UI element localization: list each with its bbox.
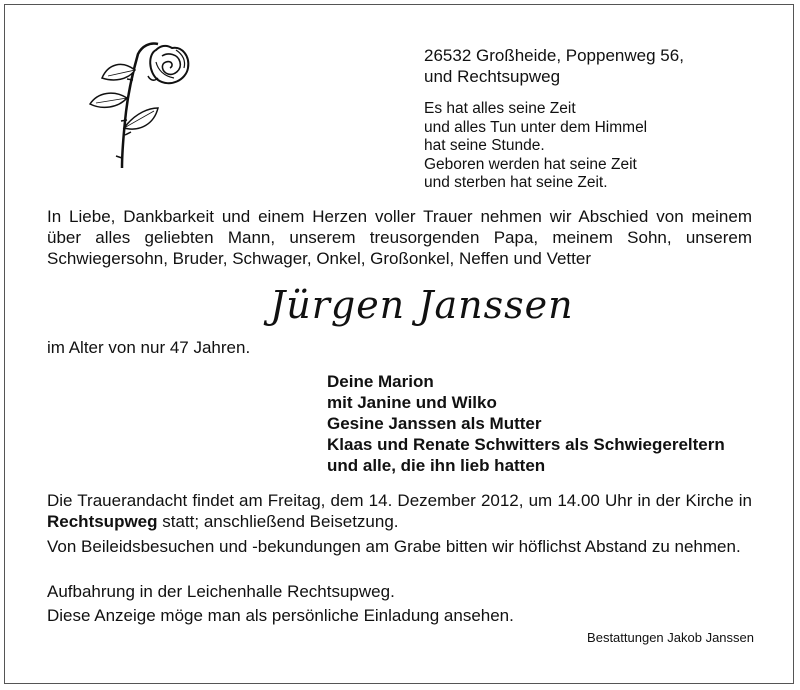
laying-out-paragraph: Aufbahrung in der Leichenhalle Rechtsupweg. xyxy=(47,582,395,601)
service-paragraph xyxy=(47,490,752,532)
rose-icon xyxy=(78,40,198,180)
service-text: statt; anschließend Beisetzung. xyxy=(157,512,399,531)
mourners-list xyxy=(327,371,725,476)
quote-line: und sterben hat seine Zeit. xyxy=(424,174,608,191)
intro-paragraph: In Liebe, Dankbarkeit und einem Herzen voller Trauer nehmen wir Abschied von meinem über alles geliebten Mann, unserem treusorgenden Papa, meinem Sohn, unserem Schwiegersohn, Bruder, Schwager, Onkel, Großonkel, Neffen und Vetter xyxy=(47,207,752,268)
mourner: Klaas und Renate Schwitters als Schwiegereltern xyxy=(327,435,725,454)
age-line: im Alter von nur 47 Jahren. xyxy=(47,338,251,357)
address xyxy=(424,45,684,87)
quote-line: und alles Tun unter dem Himmel xyxy=(424,118,648,136)
undertaker: Bestattungen Jakob Janssen xyxy=(587,630,754,645)
address-line: und Rechtsupweg xyxy=(424,67,561,86)
service-text: Die Trauerandacht findet am Freitag, dem 14. Dezember 2012, um 14.00 Uhr in der Kirche in xyxy=(47,491,752,510)
mourner: Deine Marion xyxy=(327,372,434,391)
quote xyxy=(424,100,647,193)
quote-line: Geboren werden hat seine Zeit xyxy=(424,155,637,173)
address-line: 26532 Großheide, Poppenweg 56, xyxy=(424,46,684,65)
quote-line: hat seine Stunde. xyxy=(424,137,545,154)
condolences-paragraph: Von Beileidsbesuchen und -bekundungen am Grabe bitten wir höflichst Abstand zu nehmen. xyxy=(47,537,741,556)
service-city: Rechtsupweg xyxy=(47,512,158,531)
mourner: und alle, die ihn lieb hatten xyxy=(327,456,546,475)
deceased-name: Jürgen Janssen xyxy=(270,283,574,327)
mourner: Gesine Janssen als Mutter xyxy=(327,414,542,433)
mourner: mit Janine und Wilko xyxy=(327,393,497,412)
invitation-paragraph: Diese Anzeige möge man als persönliche Einladung ansehen. xyxy=(47,606,514,625)
quote-line: Es hat alles seine Zeit xyxy=(424,100,576,117)
